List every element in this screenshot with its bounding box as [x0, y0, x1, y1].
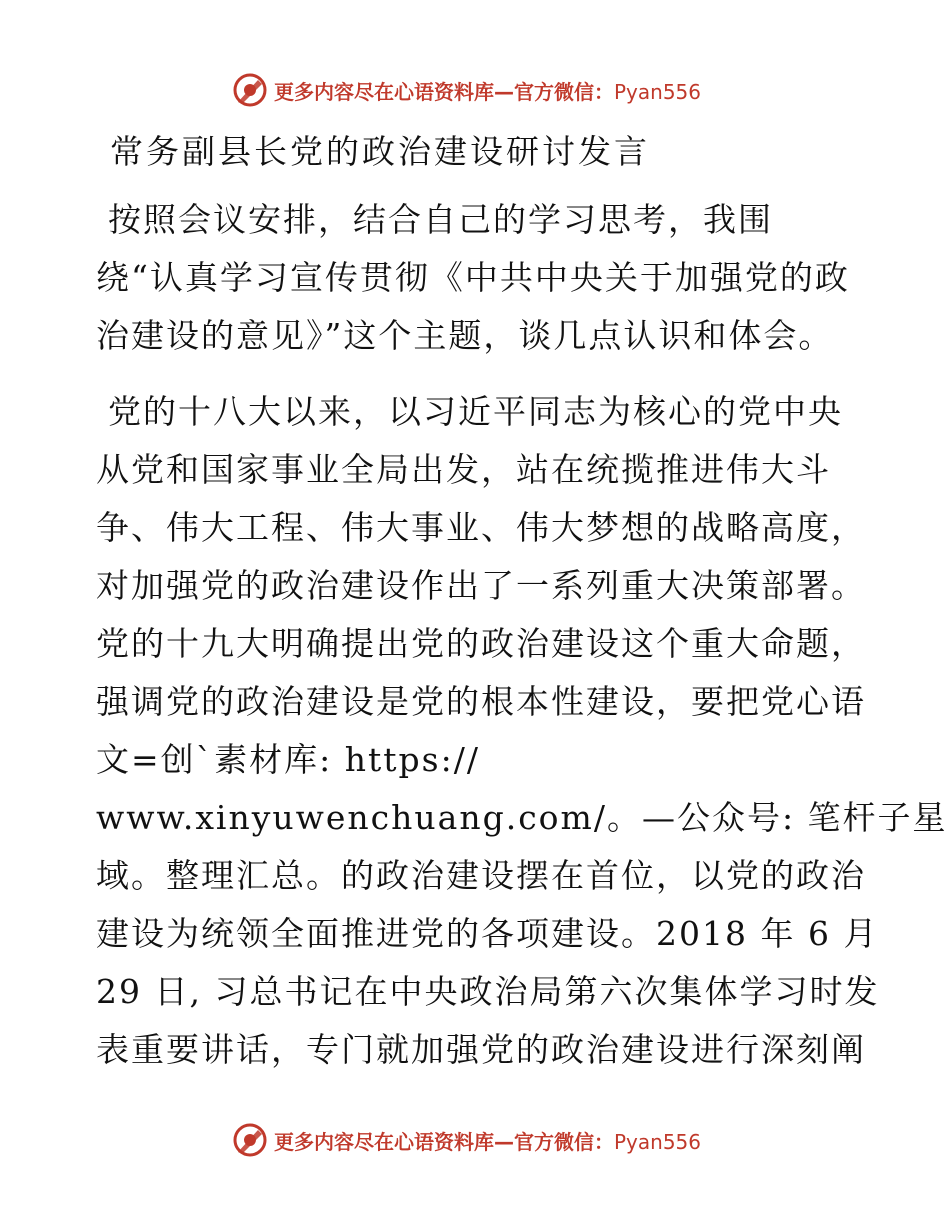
text-line: 强调党的政治建设是党的根本性建设，要把党心语: [96, 682, 866, 721]
pen-logo-icon: [232, 1122, 268, 1158]
paragraph-1: [96, 191, 866, 365]
watermark-text: 更多内容尽在心语资料库—官方微信：Pyan556: [274, 79, 702, 104]
paragraph-2: [96, 383, 948, 1079]
text-line: 绕“认真学习宣传贯彻《中共中央关于加强党的政: [96, 258, 850, 297]
text-line: 从党和国家事业全局出发，站在统揽推进伟大斗: [96, 450, 831, 489]
text-line: 按照会议安排，结合自己的学习思考，我围: [108, 200, 773, 239]
text-line: 29 日, 习总书记在中央政治局第六次集体学习时发: [96, 972, 880, 1011]
text-line: 党的十八大以来，以习近平同志为核心的党中央: [108, 392, 843, 431]
text-line: www.xinyuwenchuang.com/。—公众号: 笔杆子星: [96, 798, 948, 837]
watermark-banner-bottom: [232, 1122, 701, 1158]
text-line: 表重要讲话，专门就加强党的政治建设进行深刻阐: [96, 1030, 866, 1069]
text-line: 争、伟大工程、伟大事业、伟大梦想的战略高度，: [96, 508, 866, 547]
pen-logo-icon: [232, 72, 268, 108]
watermark-text: 更多内容尽在心语资料库—官方微信：Pyan556: [274, 1129, 702, 1154]
document-title: 常务副县长党的政治建设研讨发言: [110, 132, 650, 171]
text-line: 建设为统领全面推进党的各项建设。2018 年 6 月: [96, 914, 879, 953]
watermark-banner-top: [232, 72, 701, 108]
text-line: 治建设的意见》”这个主题，谈几点认识和体会。: [96, 316, 834, 355]
text-line: 文=创`素材库: https://: [96, 740, 480, 779]
text-line: 对加强党的政治建设作出了一系列重大决策部署。: [96, 566, 866, 605]
text-line: 党的十九大明确提出党的政治建设这个重大命题，: [96, 624, 866, 663]
text-line: 域。整理汇总。的政治建设摆在首位，以党的政治: [96, 856, 866, 895]
